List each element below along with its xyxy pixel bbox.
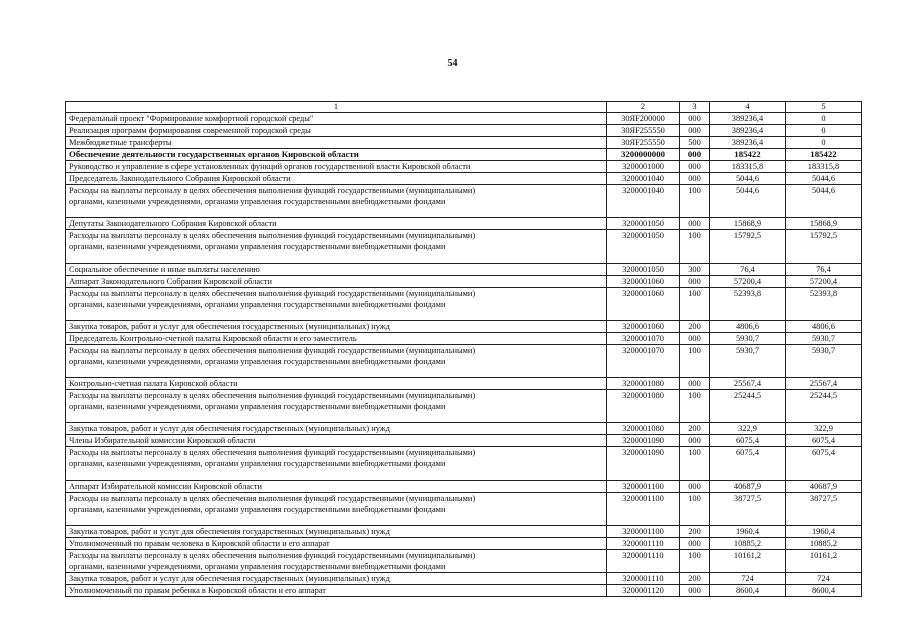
row-name: Расходы на выплаты персоналу в целях обеспечения выполнения функций государственными (муниципальными) органами, казенными учреждениями, органами управления государственными внебюджетными фондами xyxy=(66,492,607,525)
row-code: 30ЯF255550 xyxy=(607,137,680,149)
row-code: 3200001110 xyxy=(607,550,680,573)
row-type: 100 xyxy=(680,390,710,423)
row-code: 3200001100 xyxy=(607,492,680,525)
row-type: 000 xyxy=(680,125,710,137)
row-type: 000 xyxy=(680,538,710,550)
table-row xyxy=(66,218,862,230)
row-name: Федеральный проект "Формирование комфортной городской среды" xyxy=(66,113,607,125)
row-code: 3200001040 xyxy=(607,173,680,185)
row-name: Социальное обеспечение и иные выплаты населению xyxy=(66,263,607,275)
row-name: Контрольно-счетная палата Кировской области xyxy=(66,378,607,390)
row-value-5: 185422 xyxy=(786,149,862,161)
row-value-4: 15792,5 xyxy=(710,230,786,263)
column-header-3: 3 xyxy=(680,102,710,113)
row-type: 100 xyxy=(680,185,710,218)
row-code: 30ЯF255550 xyxy=(607,125,680,137)
row-type: 100 xyxy=(680,447,710,480)
row-code: 3200001090 xyxy=(607,447,680,480)
row-value-5: 5930,7 xyxy=(786,332,862,344)
row-name: Расходы на выплаты персоналу в целях обеспечения выполнения функций государственными (муниципальными) органами, казенными учреждениями, органами управления государственными внебюджетными фондами xyxy=(66,550,607,573)
row-type: 300 xyxy=(680,263,710,275)
row-name: Аппарат Законодательного Собрания Кировской области xyxy=(66,275,607,287)
table-row xyxy=(66,344,862,377)
row-value-5: 25567,4 xyxy=(786,378,862,390)
row-value-4: 389236,4 xyxy=(710,137,786,149)
row-code: 3200001110 xyxy=(607,538,680,550)
row-name: Расходы на выплаты персоналу в целях обеспечения выполнения функций государственными (муниципальными) органами, казенными учреждениями, органами управления государственными внебюджетными фондами xyxy=(66,230,607,263)
row-value-5: 15792,5 xyxy=(786,230,862,263)
table-row xyxy=(66,230,862,263)
row-value-4: 183315,8 xyxy=(710,161,786,173)
row-code: 3200001080 xyxy=(607,390,680,423)
row-value-5: 10161,2 xyxy=(786,550,862,573)
row-type: 200 xyxy=(680,320,710,332)
row-value-5: 4806,6 xyxy=(786,320,862,332)
row-code: 30ЯF200000 xyxy=(607,113,680,125)
table-row xyxy=(66,113,862,125)
table-row xyxy=(66,137,862,149)
row-value-4: 5044,6 xyxy=(710,185,786,218)
row-type: 000 xyxy=(680,480,710,492)
column-header-1: 1 xyxy=(66,102,607,113)
row-value-5: 40687,9 xyxy=(786,480,862,492)
row-name: Расходы на выплаты персоналу в целях обеспечения выполнения функций государственными (муниципальными) органами, казенными учреждениями, органами управления государственными внебюджетными фондами xyxy=(66,344,607,377)
table-row xyxy=(66,447,862,480)
row-type: 000 xyxy=(680,161,710,173)
table-row xyxy=(66,435,862,447)
table-row xyxy=(66,378,862,390)
row-value-4: 185422 xyxy=(710,149,786,161)
row-code: 3200001100 xyxy=(607,480,680,492)
row-code: 3200001000 xyxy=(607,161,680,173)
row-code: 3200001110 xyxy=(607,573,680,585)
row-type: 000 xyxy=(680,435,710,447)
table-row xyxy=(66,573,862,585)
row-value-5: 183315,8 xyxy=(786,161,862,173)
row-value-5: 10885,2 xyxy=(786,538,862,550)
row-value-4: 5930,7 xyxy=(710,344,786,377)
row-name: Закупка товаров, работ и услуг для обеспечения государственных (муниципальных) нужд xyxy=(66,423,607,435)
row-value-4: 6075,4 xyxy=(710,435,786,447)
row-value-4: 25244,5 xyxy=(710,390,786,423)
table-row xyxy=(66,526,862,538)
row-value-5: 8600,4 xyxy=(786,585,862,597)
column-header-5: 5 xyxy=(786,102,862,113)
row-type: 200 xyxy=(680,423,710,435)
row-name: Расходы на выплаты персоналу в целях обеспечения выполнения функций государственными (муниципальными) органами, казенными учреждениями, органами управления государственными внебюджетными фондами xyxy=(66,390,607,423)
row-value-5: 6075,4 xyxy=(786,447,862,480)
row-value-5: 0 xyxy=(786,137,862,149)
row-type: 000 xyxy=(680,149,710,161)
row-code: 3200000000 xyxy=(607,149,680,161)
row-value-5: 1960,4 xyxy=(786,526,862,538)
column-header-2: 2 xyxy=(607,102,680,113)
row-name: Закупка товаров, работ и услуг для обеспечения государственных (муниципальных) нужд xyxy=(66,573,607,585)
row-value-4: 5930,7 xyxy=(710,332,786,344)
row-value-5: 0 xyxy=(786,113,862,125)
budget-table xyxy=(65,101,862,597)
table-row xyxy=(66,125,862,137)
row-value-4: 4806,6 xyxy=(710,320,786,332)
table-row xyxy=(66,423,862,435)
row-value-5: 6075,4 xyxy=(786,435,862,447)
row-value-4: 38727,5 xyxy=(710,492,786,525)
row-name: Уполномоченный по правам ребенка в Кировской области и его аппарат xyxy=(66,585,607,597)
table-row xyxy=(66,185,862,218)
table-row xyxy=(66,550,862,573)
row-value-5: 0 xyxy=(786,125,862,137)
row-code: 3200001050 xyxy=(607,263,680,275)
row-name: Уполномоченный по правам человека в Кировской области и его аппарат xyxy=(66,538,607,550)
row-value-4: 724 xyxy=(710,573,786,585)
row-value-4: 25567,4 xyxy=(710,378,786,390)
table-row xyxy=(66,492,862,525)
table-row xyxy=(66,263,862,275)
row-type: 100 xyxy=(680,492,710,525)
table-row xyxy=(66,390,862,423)
row-name: Закупка товаров, работ и услуг для обеспечения государственных (муниципальных) нужд xyxy=(66,320,607,332)
row-value-4: 1960,4 xyxy=(710,526,786,538)
row-value-5: 38727,5 xyxy=(786,492,862,525)
row-name: Закупка товаров, работ и услуг для обеспечения государственных (муниципальных) нужд xyxy=(66,526,607,538)
row-code: 3200001060 xyxy=(607,320,680,332)
row-value-4: 52393,8 xyxy=(710,287,786,320)
row-code: 3200001060 xyxy=(607,275,680,287)
row-code: 3200001070 xyxy=(607,332,680,344)
row-value-4: 57200,4 xyxy=(710,275,786,287)
row-name: Председатель Контрольно-счетной палаты Кировской области и его заместитель xyxy=(66,332,607,344)
row-type: 200 xyxy=(680,526,710,538)
row-value-4: 15868,9 xyxy=(710,218,786,230)
row-value-5: 724 xyxy=(786,573,862,585)
row-name: Аппарат Избирательной комиссии Кировской области xyxy=(66,480,607,492)
row-type: 100 xyxy=(680,550,710,573)
row-type: 000 xyxy=(680,218,710,230)
row-name: Депутаты Законодательного Собрания Кировской области xyxy=(66,218,607,230)
row-value-5: 52393,8 xyxy=(786,287,862,320)
row-name: Расходы на выплаты персоналу в целях обеспечения выполнения функций государственными (муниципальными) органами, казенными учреждениями, органами управления государственными внебюджетными фондами xyxy=(66,185,607,218)
row-value-5: 5930,7 xyxy=(786,344,862,377)
table-row xyxy=(66,480,862,492)
row-name: Члены Избирательной комиссии Кировской области xyxy=(66,435,607,447)
table-row xyxy=(66,538,862,550)
row-code: 3200001080 xyxy=(607,423,680,435)
row-code: 3200001120 xyxy=(607,585,680,597)
table-row xyxy=(66,275,862,287)
table-row xyxy=(66,161,862,173)
row-type: 100 xyxy=(680,230,710,263)
row-code: 3200001050 xyxy=(607,218,680,230)
row-name: Межбюджетные трансферты xyxy=(66,137,607,149)
row-name: Реализация программ формирования современной городской среды xyxy=(66,125,607,137)
row-value-4: 10161,2 xyxy=(710,550,786,573)
row-value-5: 322,9 xyxy=(786,423,862,435)
row-name: Расходы на выплаты персоналу в целях обеспечения выполнения функций государственными (муниципальными) органами, казенными учреждениями, органами управления государственными внебюджетными фондами xyxy=(66,287,607,320)
row-code: 3200001090 xyxy=(607,435,680,447)
row-value-5: 25244,5 xyxy=(786,390,862,423)
row-type: 100 xyxy=(680,287,710,320)
row-value-4: 5044,6 xyxy=(710,173,786,185)
row-value-5: 76,4 xyxy=(786,263,862,275)
row-name: Обеспечение деятельности государственных органов Кировской области xyxy=(66,149,607,161)
row-value-4: 322,9 xyxy=(710,423,786,435)
table-row xyxy=(66,332,862,344)
row-value-4: 389236,4 xyxy=(710,113,786,125)
row-type: 000 xyxy=(680,113,710,125)
row-code: 3200001040 xyxy=(607,185,680,218)
row-type: 000 xyxy=(680,275,710,287)
row-value-4: 389236,4 xyxy=(710,125,786,137)
row-type: 000 xyxy=(680,332,710,344)
table-header-row xyxy=(66,102,862,113)
row-name: Руководство и управление в сфере установленных функций органов государственной власти Кировской области xyxy=(66,161,607,173)
row-value-5: 15868,9 xyxy=(786,218,862,230)
page-number: 54 xyxy=(447,58,458,69)
row-value-4: 8600,4 xyxy=(710,585,786,597)
row-type: 000 xyxy=(680,585,710,597)
row-type: 000 xyxy=(680,173,710,185)
row-code: 3200001080 xyxy=(607,378,680,390)
row-type: 100 xyxy=(680,344,710,377)
row-type: 000 xyxy=(680,378,710,390)
table-row xyxy=(66,149,862,161)
row-code: 3200001050 xyxy=(607,230,680,263)
row-code: 3200001100 xyxy=(607,526,680,538)
table-row xyxy=(66,320,862,332)
row-name: Расходы на выплаты персоналу в целях обеспечения выполнения функций государственными (муниципальными) органами, казенными учреждениями, органами управления государственными внебюджетными фондами xyxy=(66,447,607,480)
table-row xyxy=(66,585,862,597)
row-name: Председатель Законодательного Собрания Кировской области xyxy=(66,173,607,185)
table-row xyxy=(66,173,862,185)
row-type: 200 xyxy=(680,573,710,585)
row-value-4: 10885,2 xyxy=(710,538,786,550)
row-code: 3200001070 xyxy=(607,344,680,377)
row-type: 500 xyxy=(680,137,710,149)
row-value-5: 57200,4 xyxy=(786,275,862,287)
table-row xyxy=(66,287,862,320)
row-value-4: 6075,4 xyxy=(710,447,786,480)
row-value-5: 5044,6 xyxy=(786,173,862,185)
row-value-4: 76,4 xyxy=(710,263,786,275)
row-value-5: 5044,6 xyxy=(786,185,862,218)
row-value-4: 40687,9 xyxy=(710,480,786,492)
row-code: 3200001060 xyxy=(607,287,680,320)
column-header-4: 4 xyxy=(710,102,786,113)
